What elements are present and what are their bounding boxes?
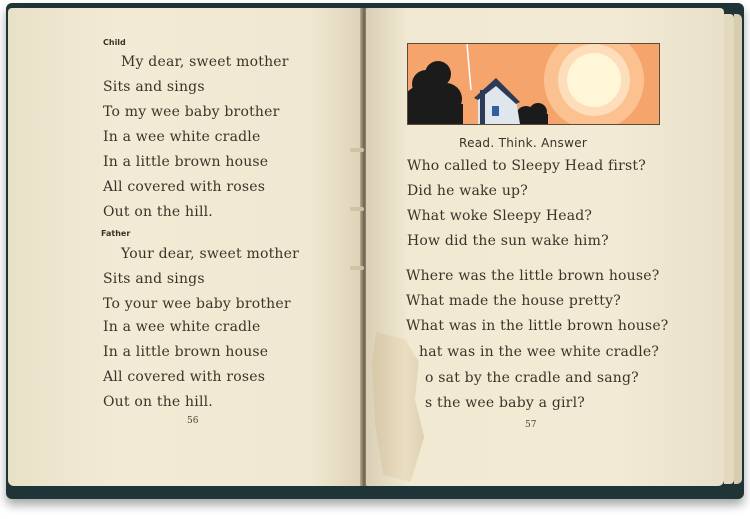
poem-line: My dear, sweet mother [121,54,289,70]
question-line: What woke Sleepy Head? [407,208,593,224]
poem-line: In a wee white cradle [103,129,261,145]
poem-line: All covered with roses [103,369,266,385]
binding-stitch [350,266,364,270]
sun-icon [567,53,621,107]
question-line: What was in the little brown house? [406,318,669,334]
poem-line: Sits and sings [103,79,205,95]
sunrise-illustration [407,43,660,125]
question-line: Who called to Sleepy Head first? [407,158,646,174]
sunrise-illustration-art [408,44,659,124]
question-line: Did he wake up? [407,183,528,199]
question-line: hat was in the wee white cradle? [419,344,660,360]
poem-line: All covered with roses [103,179,266,195]
poem-line: In a little brown house [103,344,269,360]
poem-line: Your dear, sweet mother [121,246,300,262]
question-line: o sat by the cradle and sang? [425,370,639,386]
poem-line: To your wee baby brother [103,296,291,312]
page-number-right: 57 [525,420,537,430]
speaker-label-child: Child [103,38,126,47]
poem-line: Out on the hill. [103,394,213,410]
binding-stitch [350,148,364,152]
speaker-label-father: Father [101,229,131,238]
question-line: What made the house pretty? [406,293,621,309]
page-number-left: 56 [187,416,199,426]
poem-line: Out on the hill. [103,204,213,220]
poem-line: To my wee baby brother [103,104,280,120]
poem-line: Sits and sings [103,271,205,287]
page-edges-outer [734,14,742,484]
page-edges-inner [724,14,734,484]
question-line: s the wee baby a girl? [425,395,585,411]
poem-line: In a wee white cradle [103,319,261,335]
question-line: How did the sun wake him? [407,233,609,249]
left-page [8,8,364,486]
section-heading: Read. Think. Answer [459,136,588,150]
binding-stitch [350,207,364,211]
poem-line: In a little brown house [103,154,269,170]
question-line: Where was the little brown house? [406,268,660,284]
